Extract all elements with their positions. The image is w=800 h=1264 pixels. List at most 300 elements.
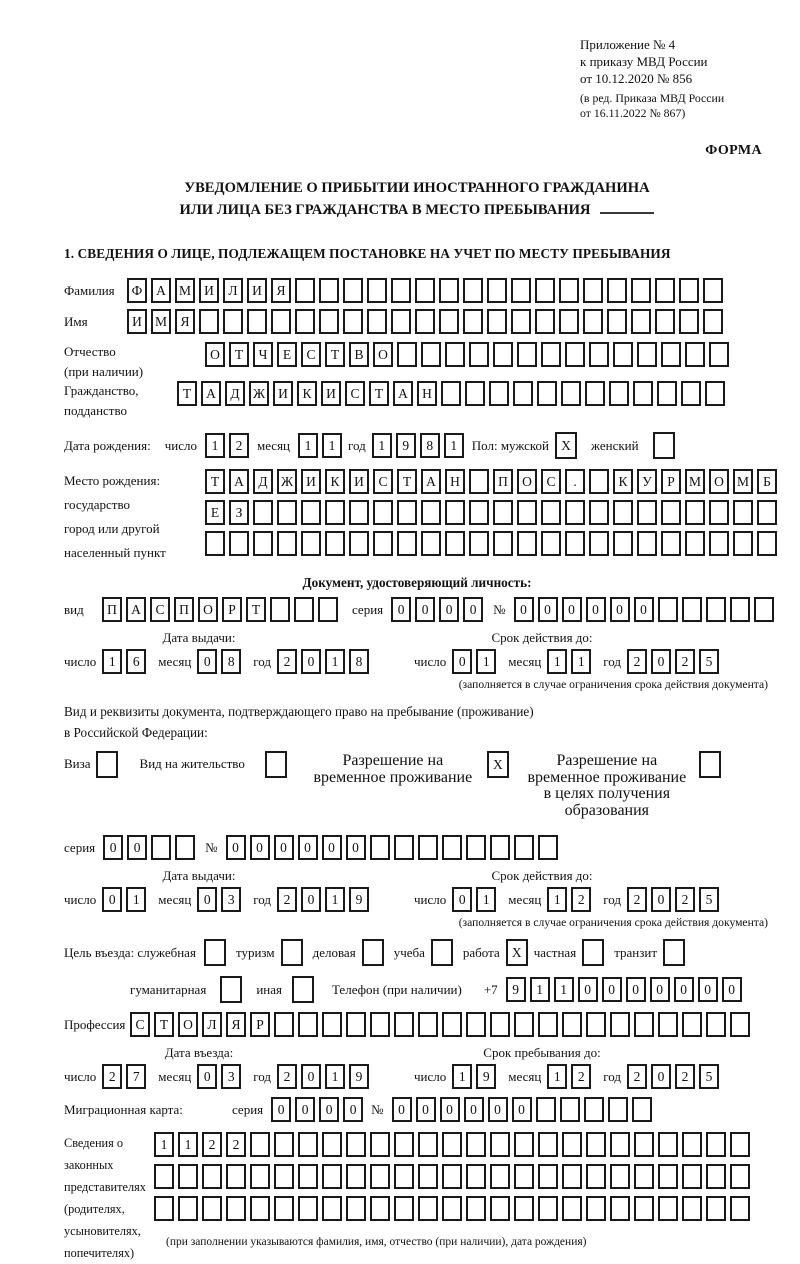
char-box[interactable]: [346, 1196, 366, 1221]
checkbox-cell[interactable]: [653, 432, 675, 459]
char-box[interactable]: 9: [349, 887, 369, 912]
char-box[interactable]: [322, 1196, 342, 1221]
char-box[interactable]: [229, 531, 249, 556]
char-box[interactable]: [682, 1196, 702, 1221]
char-box[interactable]: [589, 500, 609, 525]
char-box[interactable]: 2: [277, 887, 297, 912]
char-box[interactable]: З: [229, 500, 249, 525]
char-box[interactable]: [514, 1012, 534, 1037]
char-box[interactable]: 2: [226, 1132, 246, 1157]
char-box[interactable]: [541, 342, 561, 367]
char-box[interactable]: О: [205, 342, 225, 367]
char-box[interactable]: [703, 309, 723, 334]
char-box[interactable]: [514, 1132, 534, 1157]
char-box[interactable]: [442, 1132, 462, 1157]
char-box[interactable]: [632, 1097, 652, 1122]
char-box[interactable]: [466, 1196, 486, 1221]
char-box[interactable]: [391, 309, 411, 334]
char-box[interactable]: Е: [205, 500, 225, 525]
char-box[interactable]: А: [151, 278, 171, 303]
char-box[interactable]: [274, 1132, 294, 1157]
char-box[interactable]: [151, 835, 171, 860]
char-box[interactable]: И: [301, 469, 321, 494]
char-box[interactable]: 1: [547, 887, 567, 912]
char-box[interactable]: [538, 1012, 558, 1037]
char-box[interactable]: [514, 1164, 534, 1189]
char-box[interactable]: [346, 1164, 366, 1189]
char-box[interactable]: [493, 500, 513, 525]
char-box[interactable]: [631, 278, 651, 303]
char-box[interactable]: [226, 1196, 246, 1221]
char-box[interactable]: 9: [476, 1064, 496, 1089]
char-box[interactable]: 2: [571, 1064, 591, 1089]
char-box[interactable]: [391, 278, 411, 303]
char-box[interactable]: 0: [512, 1097, 532, 1122]
char-box[interactable]: [730, 1164, 750, 1189]
char-box[interactable]: 0: [392, 1097, 412, 1122]
char-box[interactable]: [489, 381, 509, 406]
char-box[interactable]: О: [517, 469, 537, 494]
char-box[interactable]: [730, 597, 750, 622]
char-box[interactable]: [178, 1164, 198, 1189]
char-box[interactable]: М: [175, 278, 195, 303]
char-box[interactable]: И: [247, 278, 267, 303]
char-box[interactable]: [418, 1164, 438, 1189]
char-box[interactable]: 0: [578, 977, 598, 1002]
char-box[interactable]: [274, 1012, 294, 1037]
char-box[interactable]: [469, 500, 489, 525]
char-box[interactable]: [681, 381, 701, 406]
char-box[interactable]: [634, 1164, 654, 1189]
char-box[interactable]: [418, 1132, 438, 1157]
char-box[interactable]: [319, 278, 339, 303]
char-box[interactable]: [175, 835, 195, 860]
char-box[interactable]: [733, 531, 753, 556]
char-box[interactable]: [658, 1012, 678, 1037]
char-box[interactable]: [586, 1132, 606, 1157]
char-box[interactable]: [370, 1164, 390, 1189]
char-box[interactable]: [730, 1012, 750, 1037]
char-box[interactable]: [178, 1196, 198, 1221]
char-box[interactable]: 2: [675, 1064, 695, 1089]
char-box[interactable]: [349, 500, 369, 525]
char-box[interactable]: 0: [102, 887, 122, 912]
char-box[interactable]: 1: [547, 1064, 567, 1089]
char-box[interactable]: 2: [102, 1064, 122, 1089]
char-box[interactable]: 0: [197, 887, 217, 912]
char-box[interactable]: [634, 1196, 654, 1221]
char-box[interactable]: Р: [661, 469, 681, 494]
char-box[interactable]: 2: [675, 887, 695, 912]
char-box[interactable]: К: [325, 469, 345, 494]
char-box[interactable]: Л: [223, 278, 243, 303]
char-box[interactable]: [439, 278, 459, 303]
char-box[interactable]: Н: [417, 381, 437, 406]
char-box[interactable]: [589, 469, 609, 494]
char-box[interactable]: [610, 1196, 630, 1221]
char-box[interactable]: [583, 309, 603, 334]
char-box[interactable]: [730, 1132, 750, 1157]
char-box[interactable]: [757, 500, 777, 525]
checkbox-cell[interactable]: [431, 939, 453, 966]
char-box[interactable]: 0: [651, 1064, 671, 1089]
char-box[interactable]: [535, 309, 555, 334]
char-box[interactable]: Т: [229, 342, 249, 367]
char-box[interactable]: 2: [675, 649, 695, 674]
char-box[interactable]: 1: [571, 649, 591, 674]
char-box[interactable]: [274, 1164, 294, 1189]
checkbox-cell[interactable]: [204, 939, 226, 966]
char-box[interactable]: [586, 1012, 606, 1037]
char-box[interactable]: 0: [322, 835, 342, 860]
char-box[interactable]: [349, 531, 369, 556]
char-box[interactable]: [514, 1196, 534, 1221]
char-box[interactable]: И: [127, 309, 147, 334]
char-box[interactable]: [559, 278, 579, 303]
char-box[interactable]: 9: [396, 433, 416, 458]
char-box[interactable]: [465, 381, 485, 406]
char-box[interactable]: [637, 342, 657, 367]
char-box[interactable]: [561, 381, 581, 406]
char-box[interactable]: П: [102, 597, 122, 622]
char-box[interactable]: [205, 531, 225, 556]
char-box[interactable]: 0: [488, 1097, 508, 1122]
char-box[interactable]: 2: [229, 433, 249, 458]
char-box[interactable]: [661, 531, 681, 556]
checkbox-cell[interactable]: [265, 751, 287, 778]
char-box[interactable]: 0: [250, 835, 270, 860]
char-box[interactable]: 1: [154, 1132, 174, 1157]
char-box[interactable]: [487, 309, 507, 334]
char-box[interactable]: И: [273, 381, 293, 406]
char-box[interactable]: [562, 1164, 582, 1189]
char-box[interactable]: [250, 1164, 270, 1189]
char-box[interactable]: [733, 500, 753, 525]
checkbox-cell[interactable]: [582, 939, 604, 966]
char-box[interactable]: 1: [325, 649, 345, 674]
char-box[interactable]: 1: [322, 433, 342, 458]
char-box[interactable]: [610, 1132, 630, 1157]
checkbox-cell[interactable]: X: [506, 939, 528, 966]
char-box[interactable]: 0: [301, 649, 321, 674]
char-box[interactable]: [679, 278, 699, 303]
char-box[interactable]: [415, 309, 435, 334]
char-box[interactable]: Ж: [277, 469, 297, 494]
checkbox-cell[interactable]: X: [555, 432, 577, 459]
char-box[interactable]: 0: [538, 597, 558, 622]
char-box[interactable]: [397, 500, 417, 525]
char-box[interactable]: 0: [301, 1064, 321, 1089]
char-box[interactable]: [421, 500, 441, 525]
char-box[interactable]: С: [130, 1012, 150, 1037]
char-box[interactable]: 9: [506, 977, 526, 1002]
char-box[interactable]: 1: [476, 649, 496, 674]
char-box[interactable]: [517, 342, 537, 367]
char-box[interactable]: [418, 835, 438, 860]
char-box[interactable]: [325, 531, 345, 556]
char-box[interactable]: 0: [464, 1097, 484, 1122]
char-box[interactable]: [682, 1164, 702, 1189]
char-box[interactable]: Ж: [249, 381, 269, 406]
char-box[interactable]: [565, 500, 585, 525]
char-box[interactable]: [466, 1012, 486, 1037]
char-box[interactable]: [538, 835, 558, 860]
char-box[interactable]: 0: [651, 887, 671, 912]
char-box[interactable]: [490, 1132, 510, 1157]
char-box[interactable]: [253, 531, 273, 556]
char-box[interactable]: 5: [699, 649, 719, 674]
char-box[interactable]: [370, 835, 390, 860]
char-box[interactable]: Д: [253, 469, 273, 494]
char-box[interactable]: [637, 531, 657, 556]
char-box[interactable]: [536, 1097, 556, 1122]
char-box[interactable]: 0: [103, 835, 123, 860]
char-box[interactable]: [584, 1097, 604, 1122]
char-box[interactable]: Т: [205, 469, 225, 494]
char-box[interactable]: [541, 500, 561, 525]
char-box[interactable]: Т: [397, 469, 417, 494]
char-box[interactable]: [463, 309, 483, 334]
char-box[interactable]: 0: [197, 1064, 217, 1089]
char-box[interactable]: О: [178, 1012, 198, 1037]
char-box[interactable]: 1: [126, 887, 146, 912]
char-box[interactable]: 0: [602, 977, 622, 1002]
char-box[interactable]: [541, 531, 561, 556]
char-box[interactable]: [538, 1132, 558, 1157]
char-box[interactable]: А: [393, 381, 413, 406]
char-box[interactable]: [223, 309, 243, 334]
char-box[interactable]: 0: [274, 835, 294, 860]
char-box[interactable]: [560, 1097, 580, 1122]
char-box[interactable]: [610, 1164, 630, 1189]
char-box[interactable]: 3: [221, 887, 241, 912]
char-box[interactable]: 0: [127, 835, 147, 860]
char-box[interactable]: 0: [610, 597, 630, 622]
char-box[interactable]: [298, 1164, 318, 1189]
char-box[interactable]: 2: [627, 1064, 647, 1089]
char-box[interactable]: 2: [277, 649, 297, 674]
char-box[interactable]: 0: [674, 977, 694, 1002]
char-box[interactable]: [655, 309, 675, 334]
char-box[interactable]: 1: [178, 1132, 198, 1157]
char-box[interactable]: 0: [295, 1097, 315, 1122]
char-box[interactable]: П: [174, 597, 194, 622]
checkbox-cell[interactable]: [663, 939, 685, 966]
char-box[interactable]: [295, 278, 315, 303]
char-box[interactable]: 0: [562, 597, 582, 622]
char-box[interactable]: [295, 309, 315, 334]
char-box[interactable]: 1: [325, 1064, 345, 1089]
char-box[interactable]: С: [150, 597, 170, 622]
char-box[interactable]: 0: [346, 835, 366, 860]
char-box[interactable]: [757, 531, 777, 556]
checkbox-cell[interactable]: [292, 976, 314, 1003]
char-box[interactable]: [373, 531, 393, 556]
char-box[interactable]: А: [126, 597, 146, 622]
char-box[interactable]: В: [349, 342, 369, 367]
char-box[interactable]: [565, 531, 585, 556]
char-box[interactable]: 8: [221, 649, 241, 674]
char-box[interactable]: [466, 1132, 486, 1157]
char-box[interactable]: Т: [246, 597, 266, 622]
char-box[interactable]: [373, 500, 393, 525]
char-box[interactable]: .: [565, 469, 585, 494]
char-box[interactable]: [511, 309, 531, 334]
char-box[interactable]: [706, 1012, 726, 1037]
char-box[interactable]: [589, 342, 609, 367]
char-box[interactable]: 1: [452, 1064, 472, 1089]
char-box[interactable]: [319, 309, 339, 334]
char-box[interactable]: 5: [699, 887, 719, 912]
char-box[interactable]: И: [321, 381, 341, 406]
char-box[interactable]: И: [349, 469, 369, 494]
char-box[interactable]: 0: [634, 597, 654, 622]
char-box[interactable]: 0: [440, 1097, 460, 1122]
char-box[interactable]: [394, 1132, 414, 1157]
checkbox-cell[interactable]: [96, 751, 118, 778]
char-box[interactable]: [322, 1164, 342, 1189]
char-box[interactable]: [706, 597, 726, 622]
char-box[interactable]: [610, 1012, 630, 1037]
char-box[interactable]: [301, 531, 321, 556]
char-box[interactable]: [154, 1164, 174, 1189]
char-box[interactable]: [537, 381, 557, 406]
char-box[interactable]: [565, 342, 585, 367]
char-box[interactable]: М: [685, 469, 705, 494]
char-box[interactable]: 0: [416, 1097, 436, 1122]
char-box[interactable]: Р: [222, 597, 242, 622]
char-box[interactable]: Я: [175, 309, 195, 334]
char-box[interactable]: [490, 835, 510, 860]
char-box[interactable]: [445, 500, 465, 525]
char-box[interactable]: [658, 1196, 678, 1221]
char-box[interactable]: Ф: [127, 278, 147, 303]
char-box[interactable]: Л: [202, 1012, 222, 1037]
char-box[interactable]: 0: [343, 1097, 363, 1122]
char-box[interactable]: [466, 1164, 486, 1189]
char-box[interactable]: [397, 342, 417, 367]
char-box[interactable]: [586, 1164, 606, 1189]
char-box[interactable]: [322, 1132, 342, 1157]
char-box[interactable]: [418, 1012, 438, 1037]
char-box[interactable]: 0: [626, 977, 646, 1002]
char-box[interactable]: [370, 1132, 390, 1157]
char-box[interactable]: Б: [757, 469, 777, 494]
char-box[interactable]: [634, 1132, 654, 1157]
char-box[interactable]: [682, 597, 702, 622]
char-box[interactable]: О: [198, 597, 218, 622]
char-box[interactable]: Т: [154, 1012, 174, 1037]
char-box[interactable]: 1: [476, 887, 496, 912]
char-box[interactable]: [298, 1012, 318, 1037]
char-box[interactable]: [682, 1012, 702, 1037]
char-box[interactable]: [325, 500, 345, 525]
char-box[interactable]: [367, 309, 387, 334]
char-box[interactable]: Я: [271, 278, 291, 303]
char-box[interactable]: [682, 1132, 702, 1157]
char-box[interactable]: [730, 1196, 750, 1221]
char-box[interactable]: [511, 278, 531, 303]
char-box[interactable]: [655, 278, 675, 303]
char-box[interactable]: [613, 342, 633, 367]
char-box[interactable]: [609, 381, 629, 406]
char-box[interactable]: [705, 381, 725, 406]
char-box[interactable]: [538, 1164, 558, 1189]
char-box[interactable]: 1: [102, 649, 122, 674]
char-box[interactable]: [658, 1132, 678, 1157]
char-box[interactable]: [439, 309, 459, 334]
char-box[interactable]: 0: [514, 597, 534, 622]
char-box[interactable]: С: [541, 469, 561, 494]
char-box[interactable]: [442, 1164, 462, 1189]
char-box[interactable]: 0: [298, 835, 318, 860]
char-box[interactable]: 1: [205, 433, 225, 458]
char-box[interactable]: Е: [277, 342, 297, 367]
char-box[interactable]: [608, 1097, 628, 1122]
char-box[interactable]: [685, 531, 705, 556]
char-box[interactable]: [415, 278, 435, 303]
char-box[interactable]: [226, 1164, 246, 1189]
char-box[interactable]: У: [637, 469, 657, 494]
char-box[interactable]: [346, 1012, 366, 1037]
char-box[interactable]: [277, 500, 297, 525]
char-box[interactable]: [397, 531, 417, 556]
char-box[interactable]: О: [709, 469, 729, 494]
char-box[interactable]: 1: [372, 433, 392, 458]
char-box[interactable]: [421, 531, 441, 556]
char-box[interactable]: [322, 1012, 342, 1037]
char-box[interactable]: [394, 1164, 414, 1189]
char-box[interactable]: 0: [452, 649, 472, 674]
char-box[interactable]: Т: [177, 381, 197, 406]
char-box[interactable]: [633, 381, 653, 406]
char-box[interactable]: [754, 597, 774, 622]
char-box[interactable]: [535, 278, 555, 303]
char-box[interactable]: [709, 531, 729, 556]
char-box[interactable]: [274, 1196, 294, 1221]
char-box[interactable]: 1: [530, 977, 550, 1002]
char-box[interactable]: [154, 1196, 174, 1221]
char-box[interactable]: [394, 1012, 414, 1037]
char-box[interactable]: [562, 1012, 582, 1037]
char-box[interactable]: [469, 469, 489, 494]
char-box[interactable]: 0: [319, 1097, 339, 1122]
char-box[interactable]: 2: [627, 649, 647, 674]
char-box[interactable]: 1: [547, 649, 567, 674]
char-box[interactable]: 7: [126, 1064, 146, 1089]
char-box[interactable]: [585, 381, 605, 406]
char-box[interactable]: [202, 1164, 222, 1189]
char-box[interactable]: [706, 1132, 726, 1157]
char-box[interactable]: [442, 1012, 462, 1037]
char-box[interactable]: [631, 309, 651, 334]
char-box[interactable]: [703, 278, 723, 303]
char-box[interactable]: 1: [325, 887, 345, 912]
char-box[interactable]: [466, 835, 486, 860]
char-box[interactable]: [661, 342, 681, 367]
char-box[interactable]: 0: [452, 887, 472, 912]
char-box[interactable]: 0: [226, 835, 246, 860]
char-box[interactable]: [559, 309, 579, 334]
char-box[interactable]: [657, 381, 677, 406]
char-box[interactable]: [487, 278, 507, 303]
char-box[interactable]: [294, 597, 314, 622]
char-box[interactable]: [685, 500, 705, 525]
char-box[interactable]: [445, 342, 465, 367]
char-box[interactable]: [493, 531, 513, 556]
char-box[interactable]: [562, 1196, 582, 1221]
char-box[interactable]: [562, 1132, 582, 1157]
